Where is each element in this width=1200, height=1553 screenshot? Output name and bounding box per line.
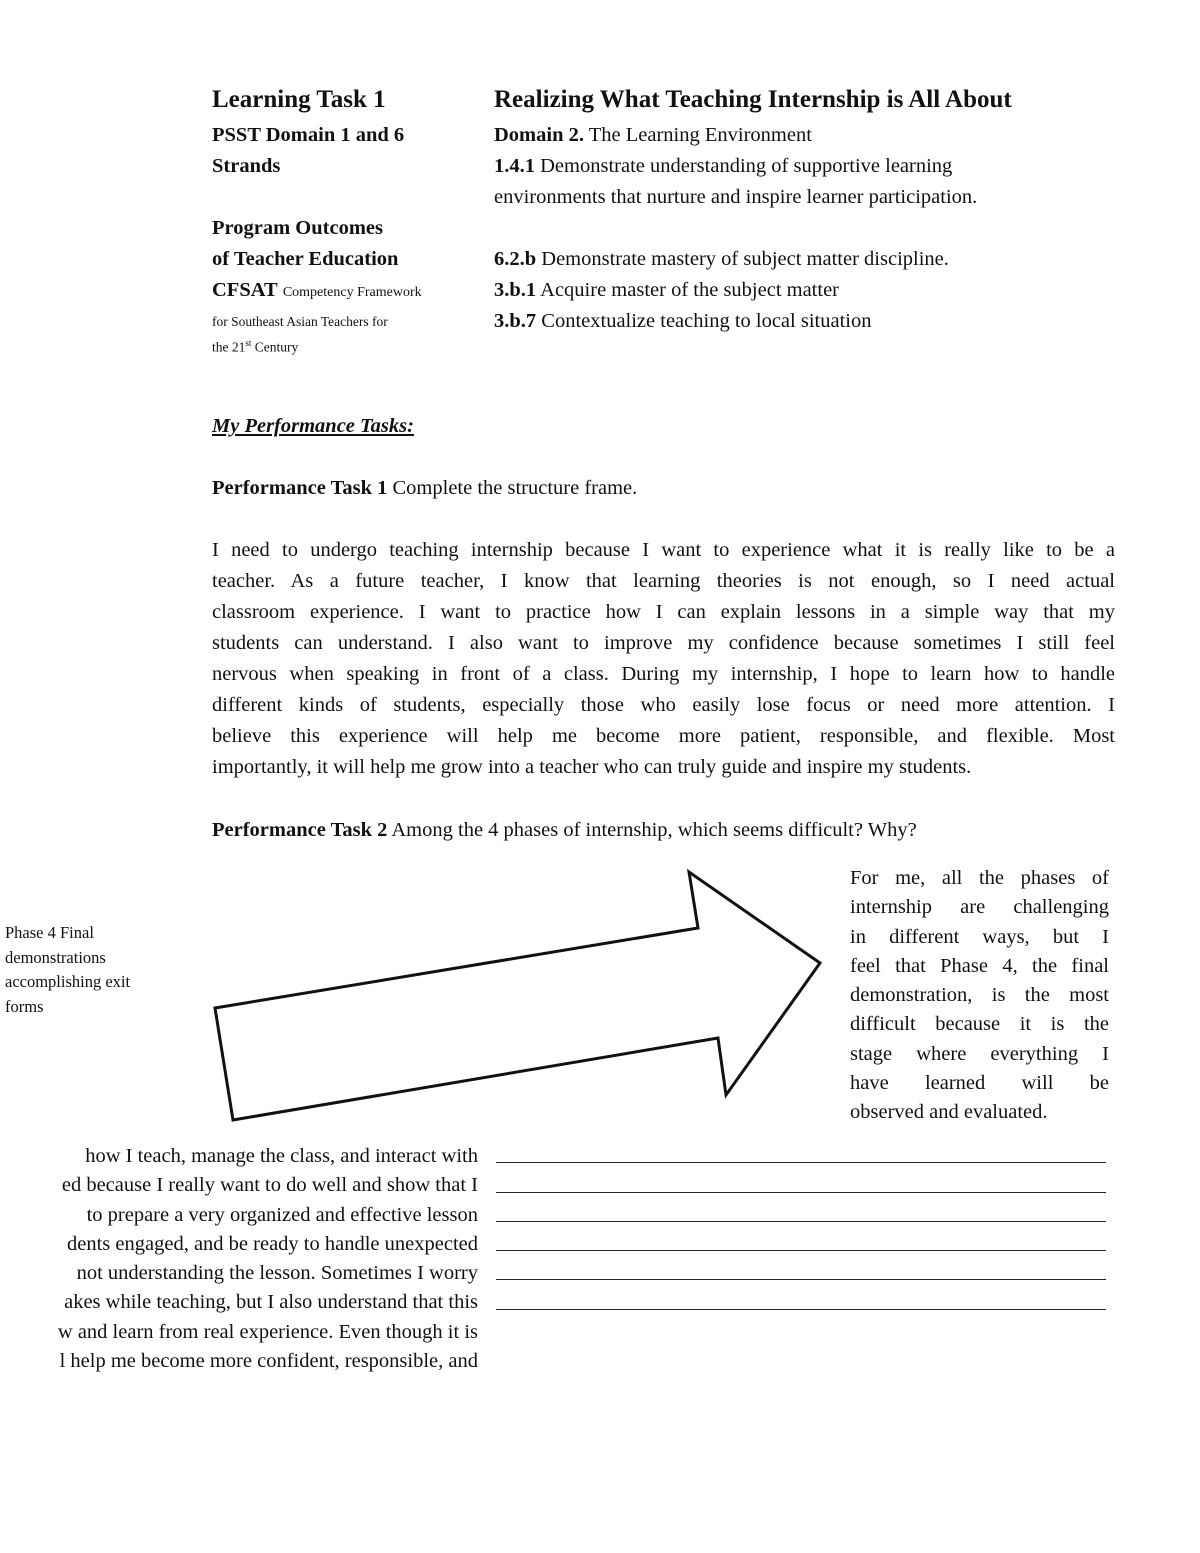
task1-answer-line: nervous when speaking in front of a class. During my internship, I hope to learn how to handle [212,663,1115,685]
cfsat-text: Competency Framework [282,285,422,300]
cfsat-line-3-post: Century [254,339,299,355]
continuation-line: to prepare a very organized and effective lesson [86,1203,478,1226]
standard-141-text: Demonstrate understanding of supportive learning [540,155,953,177]
continuation-line: dents engaged, and be ready to handle unexpected [67,1232,478,1255]
task2-answer-line: For me, all the phases of [850,867,1109,889]
task1-answer-line: teacher. As a future teacher, I know that learning theories is not enough, so I need actual [212,570,1115,592]
blank-answer-line[interactable] [496,1259,1106,1288]
task1-answer-line: I need to undergo teaching internship because I want to experience what it is really like to be a [212,539,1115,561]
phase-label-line: Phase 4 Final [5,923,94,942]
program-outcomes-line-1: Program Outcomes [212,217,383,239]
blank-answer-line[interactable] [496,1171,1106,1200]
domain-text: The Learning Environment [588,124,812,146]
continuation-line: not understanding the lesson. Sometimes I worry [76,1262,478,1285]
standard-141-code: 1.4.1 [494,155,535,177]
continuation-line: w and learn from real experience. Even though it is [57,1320,478,1343]
task2-answer-line: demonstration, is the most [850,984,1109,1007]
performance-tasks-heading: My Performance Tasks: [212,415,414,437]
cfsat-line-3-pre: the 21 [212,339,246,355]
phase-label-line: forms [5,996,44,1016]
task2-continuation-text [0,1142,478,1376]
task1-prompt: Complete the structure frame. [392,477,638,499]
task2-answer-line: in different ways, but I [850,925,1109,948]
cfsat-line-2: for Southeast Asian Teachers for [212,314,388,329]
page-title: Realizing What Teaching Internship is All About [494,86,1012,113]
task2-answer-line: internship are challenging [850,896,1109,919]
standard-3b7-text: Contextualize teaching to local situation [541,310,872,332]
standard-62b-code: 6.2.b [494,248,537,270]
task2-answer-box [850,864,1109,1128]
task2-answer-line: have learned will be [850,1072,1109,1095]
task1-answer-line: importantly, it will help me grow into a teacher who can truly guide and inspire my students. [212,756,972,778]
standard-141-cont: environments that nurture and inspire learner participation. [494,186,978,208]
psst-line-2: Strands [212,155,281,177]
task1-answer-line: different kinds of students, especially those who easily lose focus or need more attention. I [212,694,1115,716]
blank-answer-line[interactable] [496,1201,1106,1230]
task2-answer-line: observed and evaluated. [850,1101,1048,1124]
task1-label: Performance Task 1 [212,477,388,499]
phase-label-line: accomplishing exit [5,972,131,991]
standard-3b7-code: 3.b.7 [494,310,537,332]
blank-answer-lines [496,1142,1106,1318]
task2-label: Performance Task 2 [212,819,388,841]
learning-task-title: Learning Task 1 [212,86,386,113]
continuation-line: l help me become more confident, responsible, and [59,1350,478,1373]
cfsat-label: CFSAT [212,279,278,301]
task2-answer-line: stage where everything I [850,1042,1109,1065]
standard-3b1-text: Acquire master of the subject matter [540,279,839,301]
cfsat-line-3-sup: st [245,338,252,348]
continuation-line: how I teach, manage the class, and interact with [85,1145,478,1167]
psst-line-1: PSST Domain 1 and 6 [212,124,405,146]
task1-answer-line: believe this experience will help me become more patient, responsible, and flexible. Most [212,725,1115,747]
task1-answer-line: classroom experience. I want to practice how I can explain lessons in a simple way that my [212,601,1115,623]
task2-answer-line: feel that Phase 4, the final [850,954,1109,977]
blank-answer-line[interactable] [496,1230,1106,1259]
program-outcomes-line-2: of Teacher Education [212,248,399,270]
phase-label-line: demonstrations [5,947,106,967]
blank-answer-line[interactable] [496,1142,1106,1171]
task2-answer-line: difficult because it is the [850,1013,1109,1036]
standard-62b-text: Demonstrate mastery of subject matter discipline. [541,248,949,270]
continuation-line: ed because I really want to do well and show that I [61,1174,478,1197]
blank-answer-line[interactable] [496,1288,1106,1317]
task1-answer-line: students can understand. I also want to improve my confidence because sometimes I still feel [212,632,1115,654]
domain-label: Domain 2. [494,124,584,146]
continuation-line: akes while teaching, but I also understand that this [64,1291,478,1314]
standard-3b1-code: 3.b.1 [494,279,537,301]
task2-prompt: Among the 4 phases of internship, which seems difficult? Why? [391,819,917,841]
